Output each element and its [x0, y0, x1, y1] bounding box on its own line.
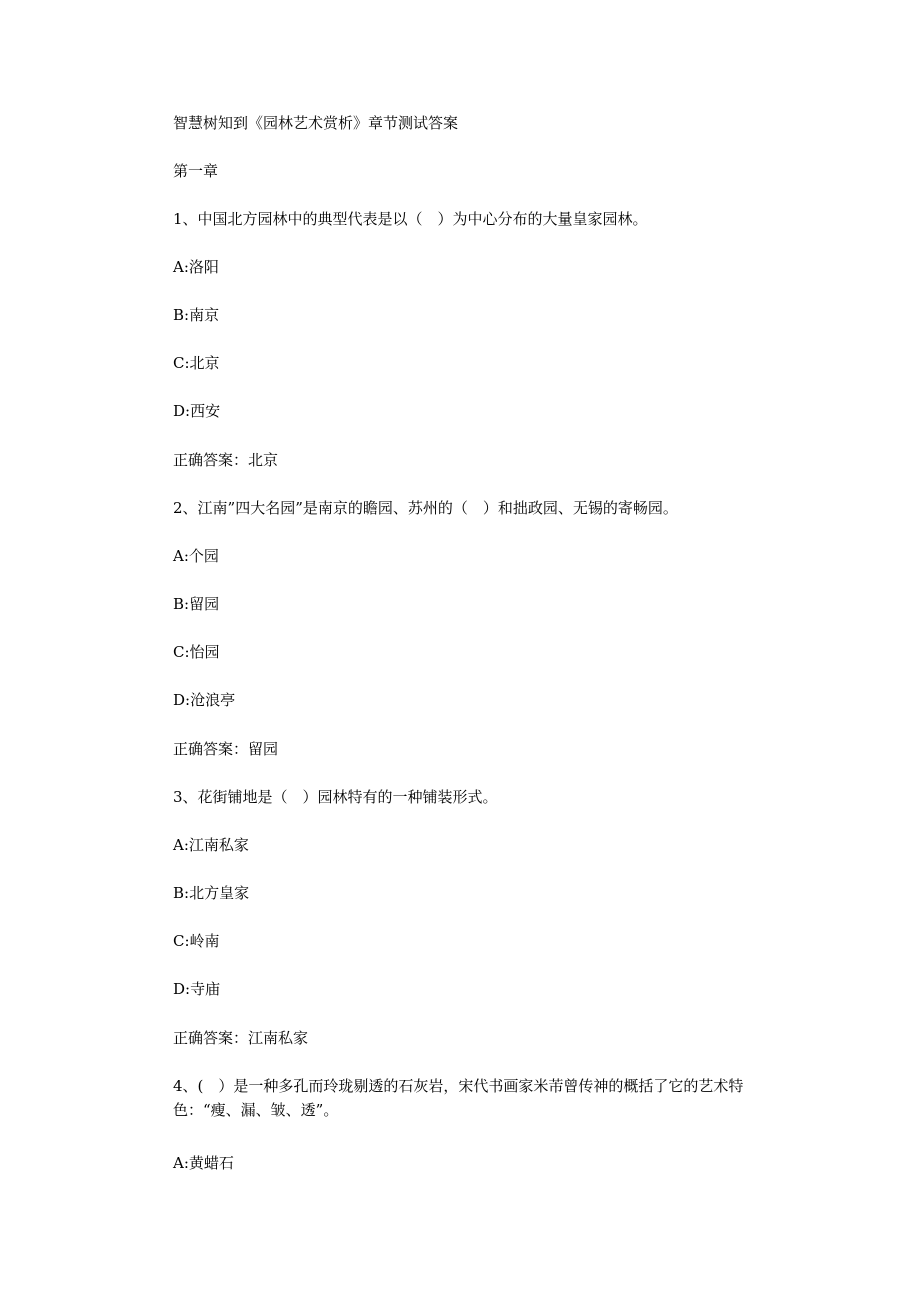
question-stem: 3、花街铺地是（ ）园林特有的一种铺装形式。 [173, 788, 498, 806]
question-stem: 2、江南”四大名园”是南京的瞻园、苏州的（ ）和拙政园、无锡的寄畅园。 [173, 499, 678, 517]
question-option: A:江南私家 [173, 836, 249, 854]
question-stem: 4、( ）是一种多孔而玲珑剔透的石灰岩，宋代书画家米芾曾传神的概括了它的艺术特色：“瘦、漏、皱、透”。 [173, 1077, 744, 1119]
question-option: A:洛阳 [173, 258, 219, 276]
chapter-heading: 第一章 [173, 162, 219, 180]
question-option: D:沧浪亭 [173, 691, 236, 709]
question-option: B:南京 [173, 306, 220, 324]
question-option: B:留园 [173, 595, 220, 613]
document-title: 智慧树知到《园林艺术赏析》章节测试答案 [173, 114, 459, 132]
question-answer: 正确答案：留园 [173, 740, 279, 758]
question-option: C:北京 [173, 354, 220, 372]
question-answer: 正确答案：北京 [173, 451, 279, 469]
question-answer: 正确答案：江南私家 [173, 1029, 309, 1047]
question-option: A:个园 [173, 547, 219, 565]
question-option: A:黄蜡石 [173, 1154, 234, 1172]
question-option: D:寺庙 [173, 980, 221, 998]
question-option: D:西安 [173, 402, 221, 420]
question-stem: 1、中国北方园林中的典型代表是以（ ）为中心分布的大量皇家园林。 [173, 210, 648, 228]
question-option: C:怡园 [173, 643, 220, 661]
question-option: C:岭南 [173, 932, 220, 950]
question-option: B:北方皇家 [173, 884, 250, 902]
